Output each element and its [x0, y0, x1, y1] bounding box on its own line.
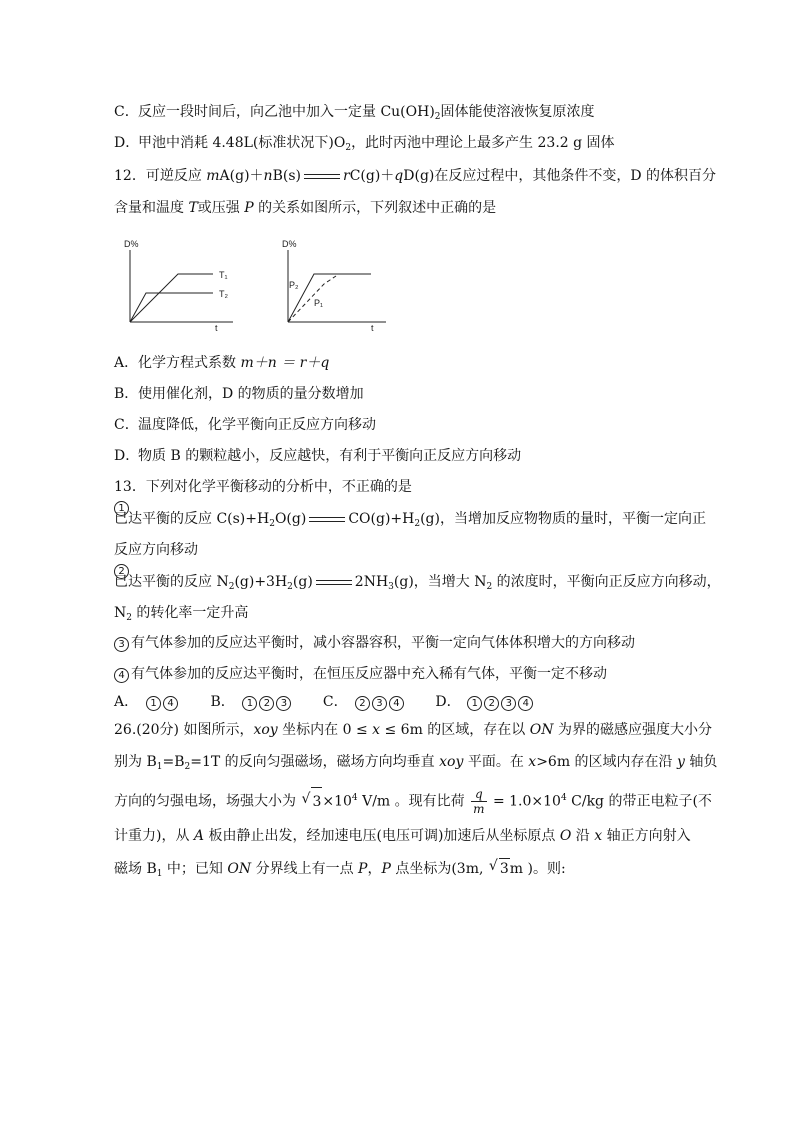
equilibrium-arrow [309, 514, 345, 524]
q13-item4: 4 有气体参加的反应达平衡时，在恒压反应器中充入稀有气体，平衡一定不移动 [114, 664, 607, 684]
graph2-label-p2: P₂ [289, 280, 299, 290]
q13-item2-marker: 2 [114, 564, 129, 579]
q13-choice-a[interactable]: A． 1 4 [114, 692, 206, 712]
option-c-prev: C．反应一段时间后，向乙池中加入一定量 $Cu(OH)_2$固体能使溶液恢复原浓度 [114, 104, 595, 122]
q13-item2: 已达平衡的反应 $N_2(g)+3H_2(g)$ $2NH_3(g)$，当增大 $N_2$ 的浓度时，平衡向正反应方向移动， [114, 574, 721, 592]
q13-choice-b[interactable]: B． 1 2 3 [210, 692, 318, 712]
charge-mass-ratio-fraction: $\frac{q}{m}$ [473, 787, 485, 817]
graph-pressure [276, 238, 396, 333]
graph1-curve-t2 [130, 293, 213, 322]
q13-choice-d[interactable]: D． 1 2 3 4 [435, 692, 565, 712]
q13-choices [114, 692, 565, 712]
graph1-label-t2: T₂ [219, 289, 228, 299]
q13-item1: 已达平衡的反应 $C(s)+H_2O(g)$ $CO(g)+H_2(g)$，当增加反应物物质的量时，平衡一定向正 [114, 511, 706, 529]
option-d-prev: D．甲池中消耗 4.48L(标准状况下)$O_2$，此时丙池中理论上最多产生 23.2 g 固体 [114, 135, 615, 153]
q13-choice-c[interactable]: C． 2 3 4 [323, 692, 431, 712]
q13-item3: 3 有气体参加的反应达平衡时，减小容器容积，平衡一定向气体体积增大的方向移动 [114, 633, 635, 653]
q13-item1-cont: 反应方向移动 [114, 542, 198, 558]
equilibrium-arrow [316, 577, 352, 587]
q12-option-d[interactable]: D．物质 B 的颗粒越小，反应越快，有利于平衡向正反应方向移动 [114, 448, 522, 464]
graph2-label-p1: P₁ [314, 298, 324, 308]
q26-line3: 方向的匀强电场，场强大小为 √ $3\times 10^4$ V/m 。现有比荷 $\frac{q}{m}$ = $1.0\times 10^4$ C/kg 的带正电粒子(不 [114, 784, 712, 816]
q12-option-a[interactable]: A．化学方程式系数 m＋n ＝ r＋q [114, 355, 330, 371]
graph1-curve-t1 [130, 274, 213, 322]
q12-option-b[interactable]: B．使用催化剂，D 的物质的量分数增加 [114, 386, 364, 402]
q12-option-c[interactable]: C．温度降低，化学平衡向正反应方向移动 [114, 417, 376, 433]
q26-line4: 计重力)，从 A 板由静止出发，经加速电压(电压可调)加速后从坐标原点 O 沿 x 轴正方向射入 [114, 828, 691, 844]
q13-stem: 13．下列对化学平衡移动的分析中，不正确的是 [114, 479, 412, 495]
q26-line2: 别为 $B_1=B_2=1T$ 的反向匀强磁场，磁场方向均垂直 xoy 平面。在 x>6m 的区域内存在沿 y 轴负 [114, 754, 718, 772]
q26-line1: 26.(20分) 如图所示，xoy 坐标内在 0 ≤ x ≤ 6m 的区域，存在以 ON 为界的磁感应强度大小分 [114, 722, 712, 738]
q13-item4-marker: 4 [114, 668, 129, 683]
q13-item1-marker: 1 [114, 501, 129, 516]
q12-stem-line1: 12．可逆反应 mA(g)＋nB(s) rC(g)＋qD(g)在反应过程中，其他条件不变，D 的体积百分 [114, 168, 717, 184]
graph2-ylabel: D% [282, 239, 297, 249]
q26-line5: 磁场 $B_1$ 中；已知 ON 分界线上有一点 P，P 点坐标为(3m, √ 3m )。则: [114, 858, 566, 879]
graph2-curve-p2 [288, 274, 371, 322]
graph2-xlabel: t [371, 323, 374, 333]
q13-item2-cont: $N_2$ 的转化率一定升高 [114, 605, 249, 623]
graph1-label-t1: T₁ [219, 270, 228, 280]
graph-temperature [118, 238, 243, 333]
graph1-ylabel: D% [124, 239, 139, 249]
equilibrium-arrow [304, 171, 340, 181]
q13-item3-marker: 3 [114, 637, 129, 652]
graph1-xlabel: t [215, 323, 218, 333]
q12-stem-line2: 含量和温度 T或压强 P 的关系如图所示，下列叙述中正确的是 [114, 200, 497, 216]
